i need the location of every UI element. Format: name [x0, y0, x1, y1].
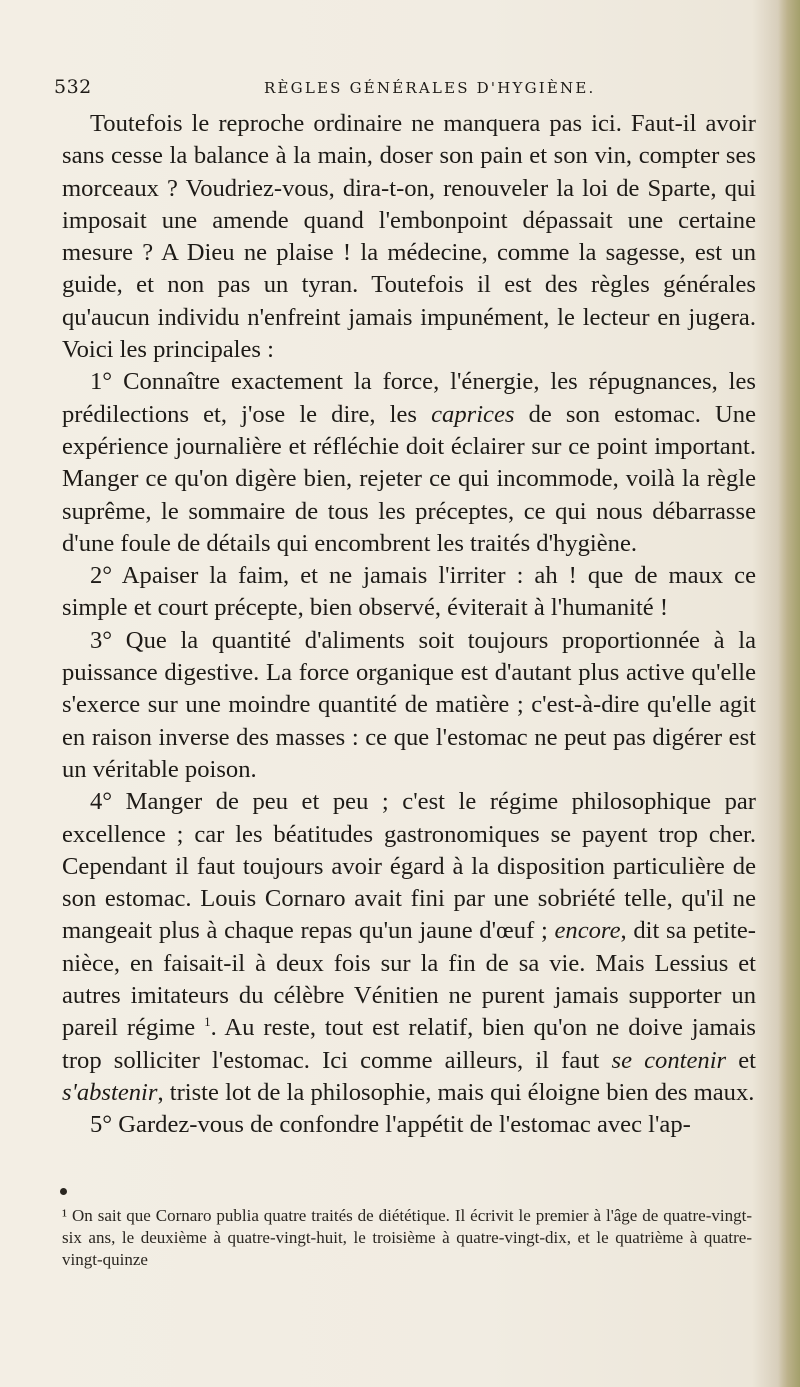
rule-4-paragraph — [62, 786, 756, 1109]
rule-2-paragraph: 2° Apaiser la faim, et ne jamais l'irriter : ah ! que de maux ce simple et court précepte, bien observé, éviterait à l'humanité ! — [62, 562, 756, 622]
running-title: RÈGLES GÉNÉRALES D'HYGIÈNE. — [264, 79, 596, 97]
rule-4-text-c: . Au reste, tout est relatif, bien qu'on ne doive jamais trop solliciter l'estomac. Ici comme ailleurs, il faut — [62, 1014, 756, 1074]
page-number: 532 — [54, 76, 92, 98]
rule-1-italic: caprices — [431, 400, 515, 428]
intro-paragraph: Toutefois le reproche ordinaire ne manquera pas ici. Faut-il avoir sans cesse la balance à la main, doser son pain et son vin, compter ses morceaux ? Voudriez-vous, dira-t-on, renouveler la loi de Sparte, qui imposait une amende quand l'embonpoint dépassait une certaine mesure ? A Dieu ne plaise ! la médecine, comme la sagesse, est un guide, et non pas un tyran. Toutefois il est des règles générales qu'aucun individu n'enfreint jamais impunément, le lecteur en jugera. Voici les principales : — [62, 110, 756, 364]
rule-4-italic-contenir: se contenir — [611, 1046, 727, 1074]
rule-1-paragraph — [62, 366, 756, 560]
rule-5-paragraph: 5° Gardez-vous de confondre l'appétit de l'estomac avec l'ap- — [90, 1111, 691, 1139]
rule-4-text-d: et — [726, 1046, 756, 1074]
rule-1-text-a: 1° Connaître exactement la force, l'énergie, les répugnances, les prédilections et, j'ose le dire, les — [62, 368, 756, 428]
footnote-marker: 1 — [204, 1014, 211, 1030]
page-header — [54, 76, 754, 106]
rule-4-text-e: , triste lot de la philosophie, mais qui éloigne bien des maux. — [157, 1078, 755, 1106]
margin-dot — [60, 1188, 67, 1195]
rule-1-text-b: de son estomac. Une expérience journalière et réfléchie doit éclairer sur ce point important. Manger ce qu'on digère bien, rejeter ce qui incommode, voilà la règle suprême, le sommaire de tous les préceptes, ce qui nous débarrasse d'une foule de détails qui encombrent les traités d'hygiène. — [62, 400, 756, 557]
rule-4-italic-abstenir: s'abstenir — [62, 1078, 158, 1106]
rule-4-text-b: , dit sa petite-nièce, en faisait-il à deux fois sur la fin de sa vie. Mais Lessius et autres imitateurs du célèbre Vénitien ne purent jamais supporter un pareil régime — [62, 917, 756, 1042]
footnote: ¹ On sait que Cornaro publia quatre traités de diététique. Il écrivit le premier à l'âge de quatre-vingt-six ans, le deuxième à quatre-vingt-huit, le troisième à quatre-vingt-dix, et le quatrième à quatre-vingt-quinze — [62, 1206, 752, 1269]
body-text — [62, 108, 756, 1142]
rule-3-paragraph: 3° Que la quantité d'aliments soit toujours proportionnée à la puissance digestive. La force organique est d'autant plus active qu'elle s'exerce sur une moindre quantité de matière ; c'est-à-dire qu'elle agit en raison inverse des masses : ce que l'estomac ne peut pas digérer est un véritable poison. — [62, 626, 756, 783]
rule-4-italic-encore: encore — [554, 917, 621, 945]
rule-4-text-a: 4° Manger de peu et peu ; c'est le régime philosophique par excellence ; car les béatitudes gastronomiques se payent trop cher. Cependant il faut toujours avoir égard à la disposition particulière de son estomac. Louis Cornaro avait fini par une sobriété telle, qu'il ne mangeait plus à chaque repas qu'un jaune d'œuf ; — [62, 788, 756, 945]
page-edge — [778, 0, 800, 1387]
